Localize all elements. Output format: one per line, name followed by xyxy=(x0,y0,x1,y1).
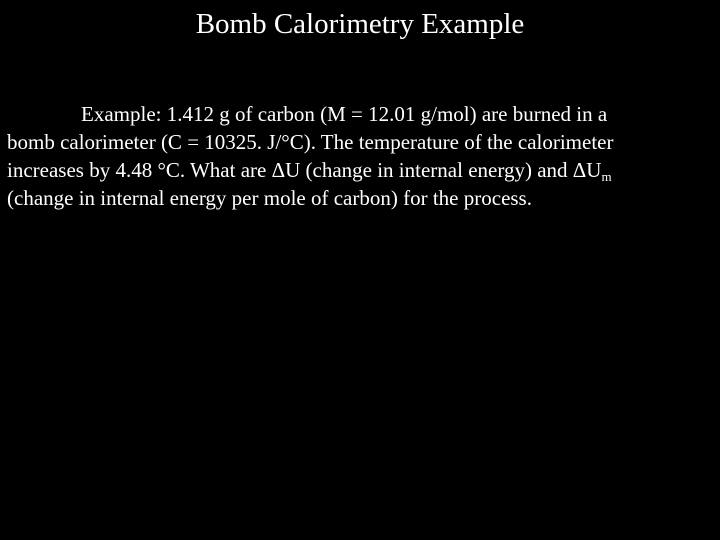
problem-line-4: (change in internal energy per mole of carbon) for the process. xyxy=(7,186,532,210)
problem-line-1: Example: 1.412 g of carbon (M = 12.01 g/mol) are burned in a xyxy=(81,102,608,126)
problem-line-3-text: increases by 4.48 °C. What are ΔU (change in internal energy) and ΔU xyxy=(7,158,602,182)
problem-line-3 xyxy=(7,156,715,184)
slide-title: Bomb Calorimetry Example xyxy=(195,8,525,40)
example-problem-text xyxy=(7,100,715,212)
subscript-m: m xyxy=(601,169,612,184)
problem-line-2: bomb calorimeter (C = 10325. J/°C). The temperature of the calorimeter xyxy=(7,130,614,154)
